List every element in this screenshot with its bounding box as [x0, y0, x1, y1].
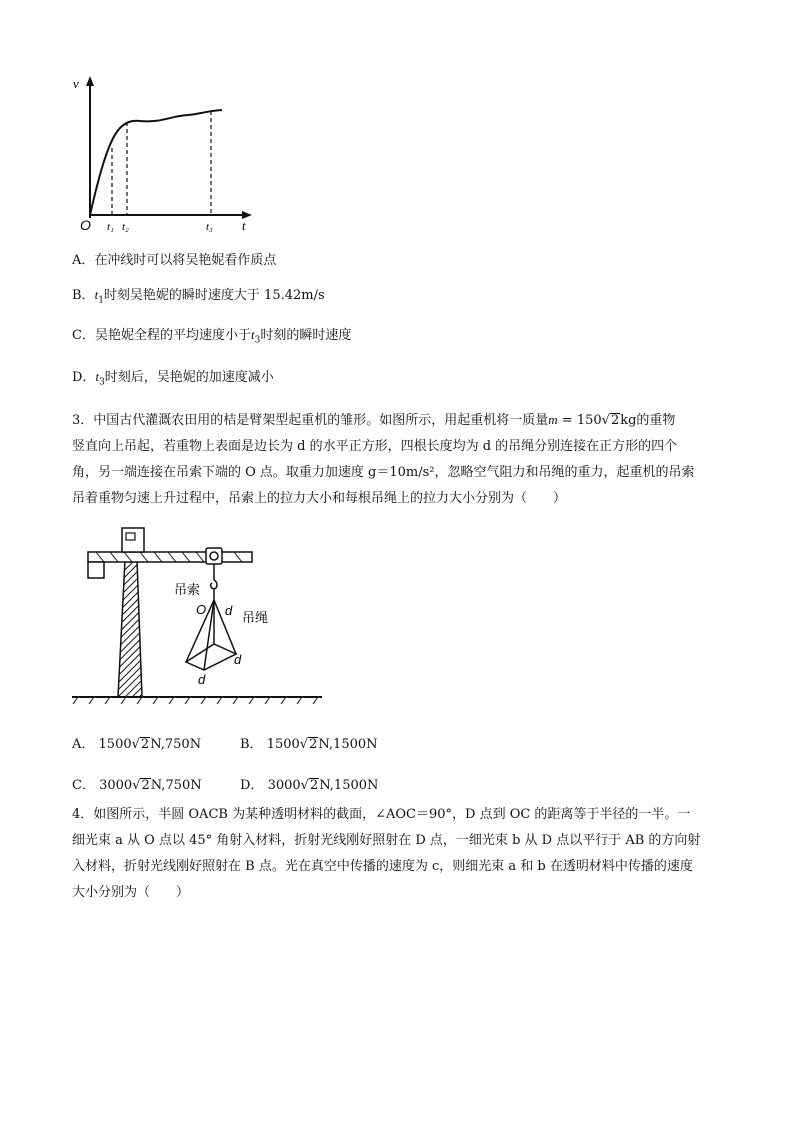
- label-O: O: [196, 602, 207, 617]
- q3-option-a: A． 1500√2N,750N: [72, 737, 202, 752]
- q2-option-d-var: t: [95, 369, 100, 384]
- q3-option-a-rest: N,750N: [150, 737, 202, 752]
- q3-option-b-root: 2: [309, 737, 318, 752]
- velocity-curve: [90, 110, 222, 215]
- label-d3: d: [198, 672, 206, 687]
- q3-option-a-letter: A．: [72, 737, 95, 752]
- q3-option-b-letter: B．: [240, 737, 263, 752]
- q4-line-4: 大小分别为（ ）: [72, 885, 190, 900]
- q3-option-b-coef: 1500: [266, 737, 300, 752]
- q3-line-1-text: 3．中国古代灌溉农田用的桔是臂架型起重机的雏形。如图所示，用起重机将一质量: [72, 413, 549, 428]
- q3-line-1: [72, 407, 732, 434]
- axis-v-label: v: [73, 76, 79, 91]
- crane-jib: [88, 552, 252, 562]
- origin-label: O: [80, 217, 91, 233]
- q3-option-c-rest: N,750N: [150, 778, 202, 793]
- q2-option-b-text: 时刻吴艳妮的瞬时速度大于 15.42m/s: [103, 288, 325, 303]
- q2-option-a-text: A．在冲线时可以将吴艳妮看作质点: [72, 253, 277, 268]
- q2-option-c-var: t: [250, 327, 255, 342]
- t1-tick-label: t₁: [107, 221, 114, 233]
- q2-option-b-letter: B．: [72, 288, 95, 303]
- q3-option-c: C． 3000√2N,750N: [72, 778, 202, 793]
- crane-figure: [70, 518, 330, 708]
- q3-option-b: B． 1500√2N,1500N: [240, 737, 378, 752]
- q3-line-4: 吊着重物匀速上升过程中，吊索上的拉力大小和每根吊绳上的拉力大小分别为（ ）: [72, 491, 567, 506]
- v-axis-arrow: [86, 76, 94, 86]
- q2-option-a: [72, 252, 276, 270]
- q2-option-c-sub: 3: [254, 335, 261, 346]
- label-rope: 吊绳: [242, 611, 269, 626]
- q2-option-c-text: 时刻的瞬时速度: [260, 328, 352, 343]
- q3-mass-unit: kg的重物: [620, 413, 676, 428]
- label-cable: 吊索: [174, 583, 201, 598]
- q2-option-d: [72, 368, 274, 392]
- q4-line-2: 细光束 a 从 O 点以 45° 角射入材料，折射光线刚好照射在 D 点，一细光束 b 从 D 点以平行于 AB 的方向射: [72, 833, 701, 848]
- q3-option-d-letter: D．: [240, 778, 264, 793]
- q2-option-b-sub: 1: [98, 295, 104, 306]
- q2-option-b: [72, 286, 325, 310]
- q2-option-d-sub: 3: [99, 377, 105, 388]
- q2-option-c-prefix: C．吴艳妮全程的平均速度小于: [72, 328, 251, 343]
- load-square: [186, 644, 236, 670]
- axis-t-label: t: [242, 218, 246, 233]
- q3-option-d: D． 3000√2N,1500N: [240, 778, 379, 793]
- q4-line-3: 入材料，折射光线刚好照射在 B 点。光在真空中传播的速度为 c，则细光束 a 和 b 在透明材料中传播的速度: [72, 859, 693, 874]
- q3-option-d-coef: 3000: [267, 778, 301, 793]
- q3-mass-eq: = 150: [557, 413, 602, 428]
- q2-option-c: [72, 326, 351, 350]
- q3-option-c-letter: C．: [72, 778, 95, 793]
- counterweight: [88, 562, 104, 578]
- hook: [211, 580, 217, 589]
- q3-option-c-root: 2: [141, 778, 150, 793]
- cab-window: [126, 533, 135, 540]
- q3-mass-sqrt: √2: [601, 413, 620, 428]
- label-d2: d: [234, 652, 242, 667]
- q3-option-c-coef: 3000: [99, 778, 133, 793]
- q4-line-1: 4．如图所示，半圆 OACB 为某种透明材料的截面，∠AOC＝90°，D 点到 OC 的距离等于半径的一半。一: [72, 807, 691, 822]
- q3-line-2: 竖直向上吊起，若重物上表面是边长为 d 的水平正方形，四根长度均为 d 的吊绳分别连接在正方形的四个: [72, 439, 678, 454]
- q3-option-b-rest: N,1500N: [318, 737, 378, 752]
- ground-hatch: [73, 697, 318, 704]
- q3-option-a-coef: 1500: [98, 737, 132, 752]
- q3-line-3: 角，另一端连接在吊索下端的 O 点。取重力加速度 g＝10m/s²，忽略空气阻力和吊绳的重力，起重机的吊索: [72, 465, 695, 480]
- q3-option-d-rest: N,1500N: [319, 778, 379, 793]
- q3-mass-var: m: [548, 412, 558, 427]
- velocity-time-graph: [70, 70, 260, 235]
- q2-option-d-letter: D．: [72, 370, 96, 385]
- t3-tick-label: t₃: [206, 221, 213, 233]
- q2-option-d-text: 时刻后，吴艳妮的加速度减小: [104, 370, 274, 385]
- question-3-stem: [72, 407, 732, 512]
- crane-tower: [118, 560, 142, 697]
- t2-tick-label: t₂: [122, 221, 129, 233]
- q3-option-d-root: 2: [309, 778, 319, 793]
- q2-option-b-var: t: [94, 287, 99, 302]
- question-4-stem: [72, 802, 732, 906]
- trolley-wheel: [210, 552, 218, 560]
- q3-mass-root: 2: [610, 413, 620, 428]
- q3-option-a-root: 2: [140, 737, 150, 752]
- label-d1: d: [225, 603, 233, 618]
